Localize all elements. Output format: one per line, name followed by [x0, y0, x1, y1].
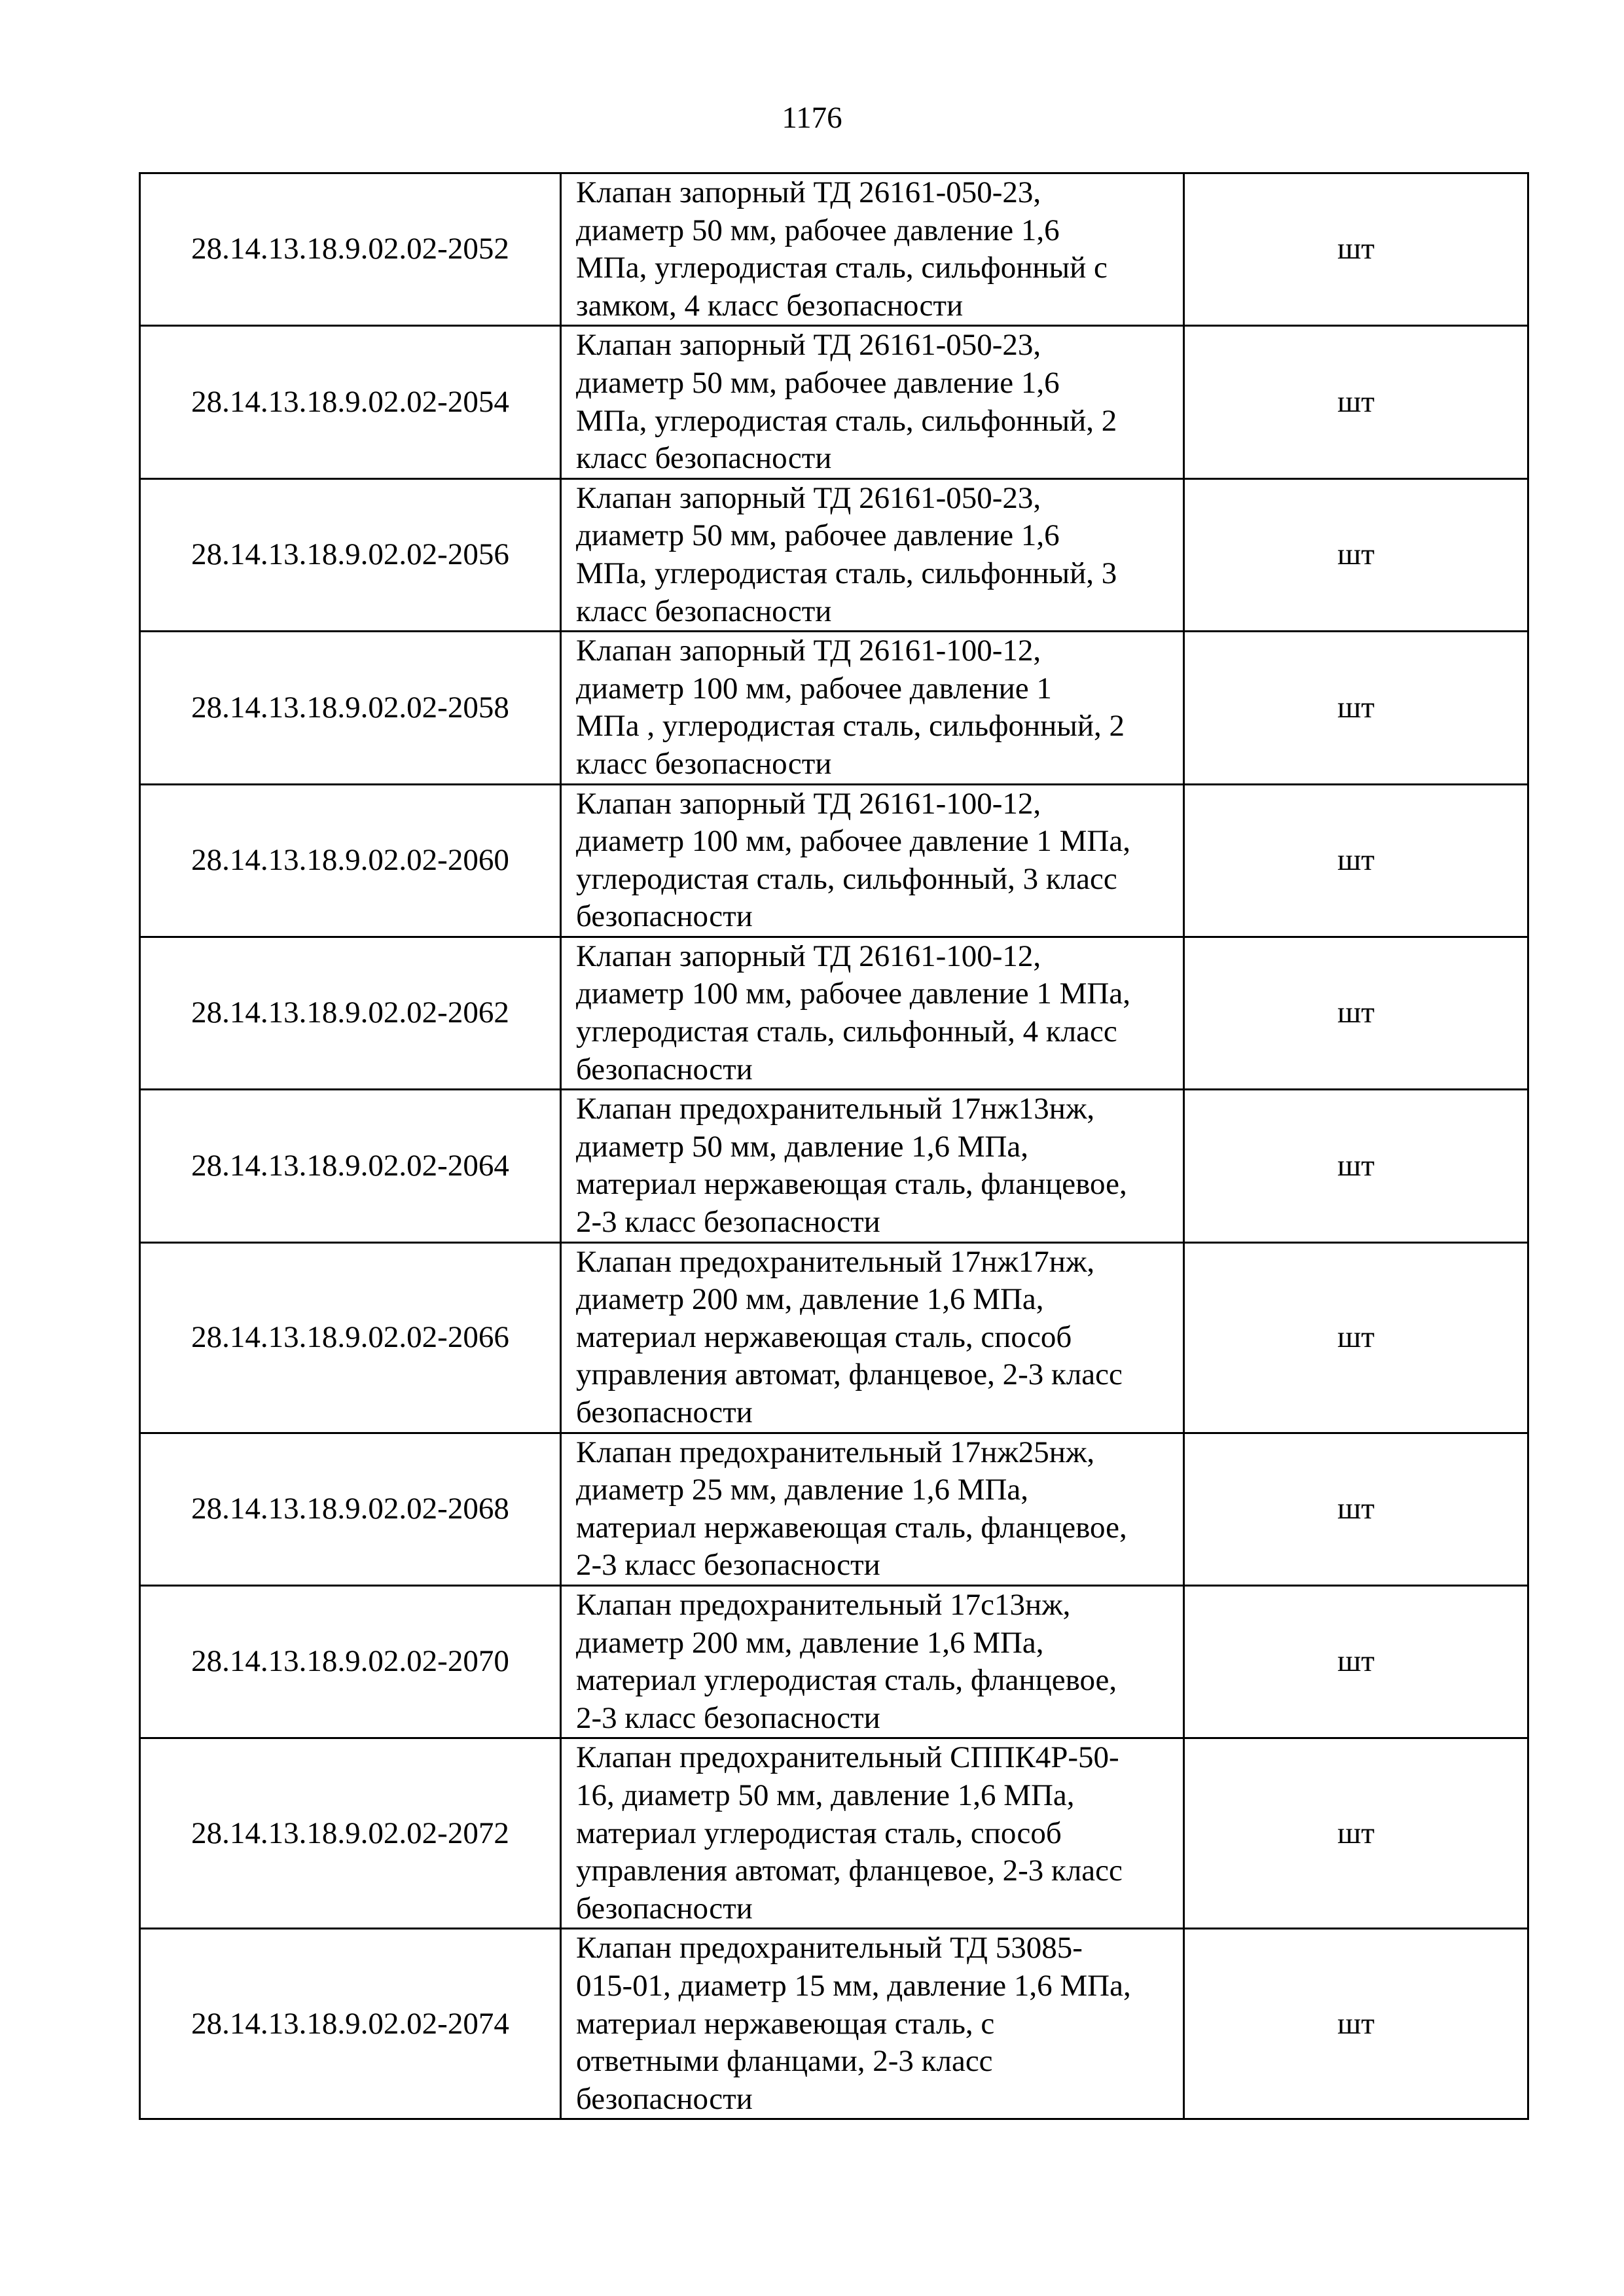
- description-line: МПа , углеродистая сталь, сильфонный, 2: [576, 709, 1125, 744]
- description-line: Клапан предохранительный 17нж25нж,: [576, 1435, 1095, 1469]
- unit-of-measure: шт: [1184, 173, 1528, 326]
- unit-of-measure: шт: [1184, 478, 1528, 631]
- description-line: безопасности: [576, 1891, 753, 1926]
- resource-description: [561, 173, 1184, 326]
- table-row: [140, 1929, 1528, 2119]
- unit-of-measure: шт: [1184, 1242, 1528, 1433]
- table-row: [140, 478, 1528, 631]
- description-line: Клапан запорный ТД 26161-100-12,: [576, 786, 1041, 821]
- resource-code: 28.14.13.18.9.02.02-2054: [140, 326, 561, 478]
- resource-code: 28.14.13.18.9.02.02-2062: [140, 937, 561, 1089]
- unit-of-measure: шт: [1184, 1433, 1528, 1585]
- description-line: Клапан запорный ТД 26161-100-12,: [576, 939, 1041, 973]
- description-line: класс безопасности: [576, 441, 832, 476]
- description-line: диаметр 200 мм, давление 1,6 МПа,: [576, 1282, 1044, 1317]
- description-line: управления автомат, фланцевое, 2-3 класс: [576, 1357, 1123, 1392]
- page-number: 1176: [782, 101, 842, 135]
- resource-code: 28.14.13.18.9.02.02-2058: [140, 632, 561, 784]
- resource-code: 28.14.13.18.9.02.02-2060: [140, 784, 561, 937]
- resource-code: 28.14.13.18.9.02.02-2052: [140, 173, 561, 326]
- resource-description: [561, 784, 1184, 937]
- table-body: [140, 173, 1528, 2119]
- resource-code: 28.14.13.18.9.02.02-2074: [140, 1929, 561, 2119]
- description-line: безопасности: [576, 899, 753, 934]
- description-line: материал нержавеющая сталь, с: [576, 2006, 995, 2041]
- description-line: углеродистая сталь, сильфонный, 4 класс: [576, 1014, 1117, 1049]
- unit-of-measure: шт: [1184, 1738, 1528, 1929]
- description-line: замком, 4 класс безопасности: [576, 288, 964, 323]
- description-line: Клапан предохранительный СППК4Р-50-: [576, 1740, 1119, 1775]
- table-row: [140, 1738, 1528, 1929]
- description-line: материал нержавеющая сталь, фланцевое,: [576, 1167, 1127, 1202]
- resource-code: 28.14.13.18.9.02.02-2064: [140, 1090, 561, 1242]
- unit-of-measure: шт: [1184, 937, 1528, 1089]
- description-line: диаметр 200 мм, давление 1,6 МПа,: [576, 1625, 1044, 1660]
- description-line: управления автомат, фланцевое, 2-3 класс: [576, 1854, 1123, 1888]
- description-line: материал нержавеющая сталь, фланцевое,: [576, 1510, 1127, 1545]
- description-line: Клапан предохранительный 17нж13нж,: [576, 1092, 1095, 1126]
- description-line: МПа, углеродистая сталь, сильфонный, 2: [576, 403, 1117, 438]
- resource-code: 28.14.13.18.9.02.02-2070: [140, 1585, 561, 1738]
- description-line: Клапан запорный ТД 26161-050-23,: [576, 480, 1041, 515]
- table-row: [140, 1433, 1528, 1585]
- table-row: [140, 784, 1528, 937]
- description-line: 2-3 класс безопасности: [576, 1548, 880, 1583]
- description-line: ответными фланцами, 2-3 класс: [576, 2044, 993, 2079]
- resource-description: [561, 937, 1184, 1089]
- resource-code: 28.14.13.18.9.02.02-2066: [140, 1242, 561, 1433]
- description-line: Клапан предохранительный 17с13нж,: [576, 1587, 1071, 1622]
- description-line: МПа, углеродистая сталь, сильфонный, 3: [576, 556, 1117, 590]
- table-row: [140, 173, 1528, 326]
- description-line: 2-3 класс безопасности: [576, 1205, 880, 1240]
- unit-of-measure: шт: [1184, 1929, 1528, 2119]
- description-line: 2-3 класс безопасности: [576, 1700, 880, 1735]
- table-row: [140, 326, 1528, 478]
- resource-description: [561, 326, 1184, 478]
- description-line: диаметр 25 мм, давление 1,6 МПа,: [576, 1473, 1029, 1507]
- resource-code: 28.14.13.18.9.02.02-2068: [140, 1433, 561, 1585]
- description-line: 16, диаметр 50 мм, давление 1,6 МПа,: [576, 1778, 1075, 1812]
- description-line: класс безопасности: [576, 594, 832, 628]
- resource-description: [561, 478, 1184, 631]
- resource-description: [561, 632, 1184, 784]
- description-line: углеродистая сталь, сильфонный, 3 класс: [576, 861, 1117, 896]
- description-line: материал углеродистая сталь, способ: [576, 1816, 1062, 1850]
- description-line: диаметр 50 мм, рабочее давление 1,6: [576, 518, 1060, 553]
- description-line: Клапан запорный ТД 26161-050-23,: [576, 175, 1041, 209]
- description-line: диаметр 50 мм, рабочее давление 1,6: [576, 365, 1060, 400]
- resource-description: [561, 1433, 1184, 1585]
- resource-description: [561, 1090, 1184, 1242]
- table-row: [140, 937, 1528, 1089]
- description-line: диаметр 100 мм, рабочее давление 1 МПа,: [576, 824, 1130, 859]
- description-line: 015-01, диаметр 15 мм, давление 1,6 МПа,: [576, 1968, 1131, 2003]
- resource-code: 28.14.13.18.9.02.02-2056: [140, 478, 561, 631]
- table-row: [140, 632, 1528, 784]
- description-line: безопасности: [576, 1052, 753, 1086]
- table-row: [140, 1090, 1528, 1242]
- description-line: безопасности: [576, 2081, 753, 2116]
- resource-description: [561, 1585, 1184, 1738]
- description-line: безопасности: [576, 1395, 753, 1429]
- unit-of-measure: шт: [1184, 1585, 1528, 1738]
- description-line: Клапан предохранительный ТД 53085-: [576, 1931, 1083, 1965]
- specification-table: [139, 172, 1529, 2120]
- resource-description: [561, 1242, 1184, 1433]
- description-line: материал нержавеющая сталь, способ: [576, 1319, 1072, 1354]
- unit-of-measure: шт: [1184, 326, 1528, 478]
- description-line: материал углеродистая сталь, фланцевое,: [576, 1663, 1117, 1698]
- table-row: [140, 1585, 1528, 1738]
- resource-code: 28.14.13.18.9.02.02-2072: [140, 1738, 561, 1929]
- description-line: диаметр 50 мм, рабочее давление 1,6: [576, 213, 1060, 247]
- resource-description: [561, 1738, 1184, 1929]
- description-line: диаметр 50 мм, давление 1,6 МПа,: [576, 1129, 1029, 1164]
- description-line: Клапан запорный ТД 26161-100-12,: [576, 634, 1041, 668]
- description-line: диаметр 100 мм, рабочее давление 1: [576, 671, 1052, 706]
- table-row: [140, 1242, 1528, 1433]
- resource-description: [561, 1929, 1184, 2119]
- unit-of-measure: шт: [1184, 784, 1528, 937]
- description-line: Клапан запорный ТД 26161-050-23,: [576, 328, 1041, 363]
- unit-of-measure: шт: [1184, 632, 1528, 784]
- description-line: МПа, углеродистая сталь, сильфонный с: [576, 251, 1108, 285]
- description-line: класс безопасности: [576, 746, 832, 781]
- description-line: диаметр 100 мм, рабочее давление 1 МПа,: [576, 977, 1130, 1011]
- unit-of-measure: шт: [1184, 1090, 1528, 1242]
- description-line: Клапан предохранительный 17нж17нж,: [576, 1244, 1095, 1279]
